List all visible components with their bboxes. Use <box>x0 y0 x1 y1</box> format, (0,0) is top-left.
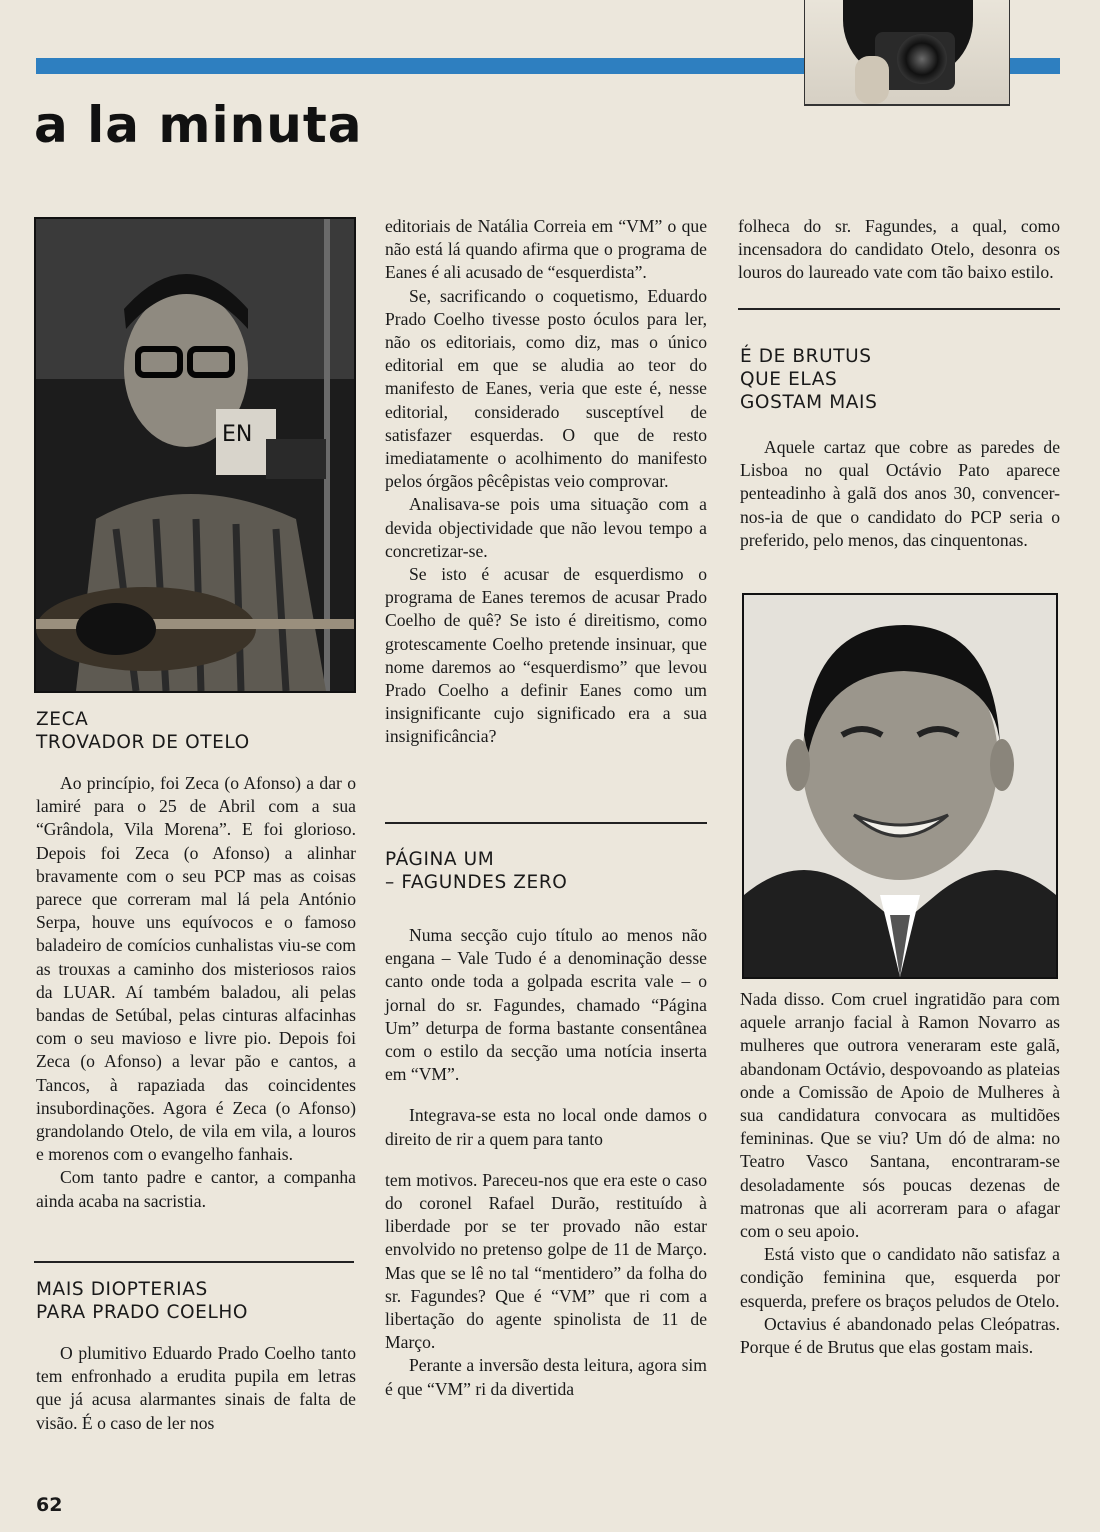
column-1-bottom <box>36 1278 356 1435</box>
singer-with-guitar-photo <box>34 217 356 693</box>
article3-paragraph-4: Perante a inversão desta leitura, agora sim é que “VM” ri da divertida <box>385 1355 707 1399</box>
column1-divider <box>34 1261 354 1263</box>
svg-text:EN: EN <box>222 422 253 447</box>
article3-paragraph-2: Integrava-se esta no local onde damos o direito de rir a quem para tanto <box>385 1105 707 1149</box>
article4-paragraph-2: Nada disso. Com cruel ingratidão para com aquele arranjo facial à Ramon Novarro as mulheres que outrora veneraram este galã, abandonam Octávio, despovoando as plateias onde a Comissão de Apoio de Mulheres à sua candidatura convocara as multidões femininas. Que se viu? Um dó de alma: no Teatro Vasco Santana, encontraram-se desoladamente sós poucas dezenas de matronas que ali acorreram para o afagar com o seu apoio. <box>740 989 1061 1242</box>
section-title: a la minuta <box>34 96 363 154</box>
column-1 <box>36 708 356 1213</box>
column3-paragraph-1: folheca do sr. Fagundes, a qual, como incensadora do candidato Otelo, desonra os louros do laureado vate com tão baixo estilo. <box>738 216 1060 283</box>
article3-headline: PÁGINA UM – FAGUNDES ZERO <box>385 849 568 893</box>
column2-paragraph-1: editoriais de Natália Correia em “VM” o que não está lá quando afirma que o programa de Eanes é ali acusado de “esquerdista”. <box>385 216 707 283</box>
page-number: 62 <box>36 1494 63 1516</box>
smiling-man-portrait-photo <box>742 593 1058 979</box>
column-3-bottom <box>740 988 1060 1359</box>
column2-paragraph-3: Analisava-se pois uma situação com a devida objectividade que não levou tempo a concretizar-se. <box>385 494 707 561</box>
photographer-logo <box>804 0 1010 106</box>
column-3 <box>738 215 1060 285</box>
article3-paragraph-1: Numa secção cujo título ao menos não engana – Vale Tudo é a denominação desse canto onde toda a golpada escrita vale – o jornal do sr. Fagundes, chamado “Página Um” deturpa de forma bastante consentânea com o estilo da secção uma notícia inserta em “VM”. <box>385 925 707 1085</box>
column3-divider <box>738 308 1060 310</box>
article2-headline: MAIS DIOPTERIAS PARA PRADO COELHO <box>36 1279 249 1323</box>
column2-paragraph-2: Se, sacrificando o coquetismo, Eduardo Prado Coelho tivesse posto óculos para ler, não os editoriais, como diz, mas o único editorial em que se aludia ao teor do manifesto de Eanes, veria que este é, nesse editorial, considerado susceptível de satisfazer esquerdas. O que de resto imediatamente o acolhimento do manifesto pelos órgãos pêcêpistas veio comprovar. <box>385 285 707 492</box>
column-3-article <box>740 345 1060 552</box>
column-2 <box>385 215 707 749</box>
article4-paragraph-1: Aquele cartaz que cobre as paredes de Lisboa no qual Octávio Pato aparece penteadinho à galã dos anos 30, convencer-nos-ia de que o candidato do PCP seria o preferido, pelo menos, das cinquentonas. <box>740 437 1060 550</box>
column2-paragraph-4: Se isto é acusar de esquerdismo o programa de Eanes teremos de acusar Prado Coelho de quê? Se isto é direitismo, como grotescamente Coelho pretende insinuar, que nome daremos ao “esquerdismo” que levou Prado Coelho a definir Eanes como um insignificante cujo significado era a sua insignificância? <box>385 564 707 747</box>
article3-paragraph-3: tem motivos. Pareceu-nos que era este o caso do coronel Rafael Durão, restituído à liberdade por se ter provado não estar envolvido no pretenso golpe de 11 de Março. Mas que se lê no tal “mentidero” da folha do sr. Fagundes? Que é “VM” que ri com a libertação do agente spinolista de 11 de Março. <box>385 1169 707 1353</box>
article1-paragraph-1: Ao princípio, foi Zeca (o Afonso) a dar o lamiré para o 25 de Abril com a sua “Grândola, Vila Morena”. E foi glorioso. Depois foi Zeca (o Afonso) a alinhar bravamente com o seu PCP mas as coisas parece que correram mal lá pela António Serpa, houve uns equívocos e o famoso baladeiro de comícios cunhalistas viu-se com as trouxas a caminho dos misteriosos raios da LUAR. Aí também baladou, ali pelas bandas de Setúbal, pelas cinturas alfacinhas com o seu mavioso e livre pio. Depois foi Zeca (o Afonso) a levar pão e cantos, a Tancos, à rapaziada das coincidentes insubordinações. Agora é Zeca (o Afonso) grandolando Otelo, de vila em vila, a louros e morenos com o evangelho fanhais. <box>36 773 356 1165</box>
article4-paragraph-3: Está visto que o candidato não satisfaz a condição feminina que, esquerda por esquerda, prefere os braços peludos de Otelo. <box>740 1244 1060 1311</box>
column-2-bottom <box>385 848 707 1401</box>
article4-paragraph-4: Octavius é abandonado pelas Cleópatras. Porque é de Brutus que elas gostam mais. <box>740 1313 1060 1358</box>
article1-paragraph-2: Com tanto padre e cantor, a companha ainda acaba na sacristia. <box>36 1167 356 1211</box>
column2-divider <box>385 822 707 824</box>
article2-paragraph-1: O plumitivo Eduardo Prado Coelho tanto tem enfronhado a erudita pupila em letras que já acusa alarmantes sinais de falta de visão. É o caso de ler nos <box>36 1343 356 1433</box>
article4-headline: É DE BRUTUS QUE ELAS GOSTAM MAIS <box>740 346 878 413</box>
article1-headline: ZECA TROVADOR DE OTELO <box>36 709 250 753</box>
